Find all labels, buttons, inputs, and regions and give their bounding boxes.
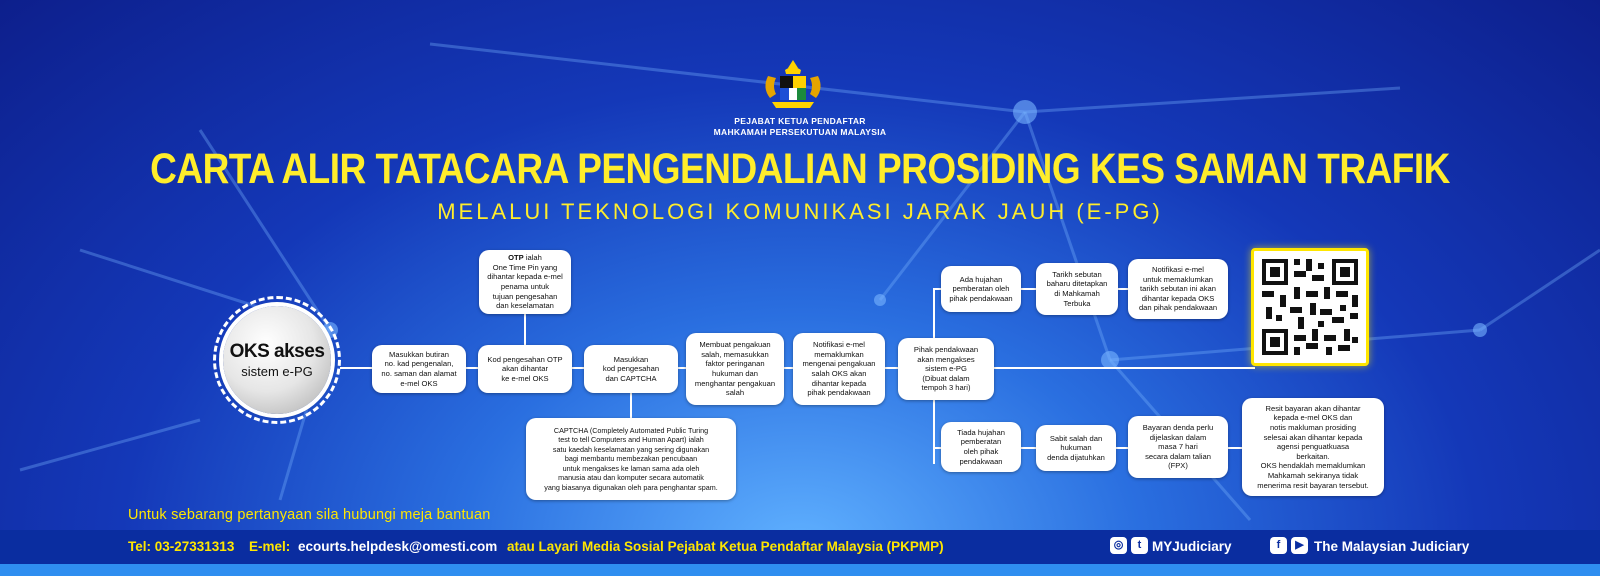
branch-with-aggravation: Ada hujahan pemberatan oleh pihak pendakwaan	[941, 266, 1021, 312]
branch-without-aggravation: Tiada hujahan pemberatan oleh pihak pendakwaan	[941, 422, 1021, 472]
step-plead-guilty: Membuat pengakuan salah, memasukkan faktor peringanan hukuman dan menghantar pengakuan salah	[686, 333, 784, 405]
facebook-icon[interactable]: f	[1270, 537, 1287, 554]
step-notify-prosecution: Notifikasi e-mel memaklumkan mengenai pengakuan salah OKS akan dihantar kepada pihak pendakwaan	[793, 333, 885, 405]
footer-email[interactable]: ecourts.helpdesk@omesti.com	[298, 539, 498, 554]
branch-upper-stub	[933, 288, 941, 290]
org-line-1: PEJABAT KETUA PENDAFTAR	[734, 116, 866, 126]
otp-definition: ialah One Time Pin yang dihantar kepada e-mel penama untuk tujuan pengesahan dan keselamatan	[487, 253, 563, 311]
branch-lower-stub	[933, 447, 941, 449]
note-captcha: CAPTCHA (Completely Automated Public Turing test to tell Computers and Human Apart) ialah satu kaedah keselamatan yang sering digunakan bagi membantu membezakan pencubaan untuk mengakses ke laman sama ada oleh manusia atau dan komputer secara automatik yang biasanya digunakan oleh para penghantar spam.	[526, 418, 736, 500]
step-enter-code-captcha: Masukkan kod pengesahan dan CAPTCHA	[584, 345, 678, 393]
note-otp	[479, 250, 571, 314]
step-otp-sent: Kod pengesahan OTP akan dihantar ke e-mel OKS	[478, 345, 572, 393]
start-subtitle: sistem e-PG	[241, 364, 313, 379]
otp-connector	[524, 312, 526, 348]
step-new-mention-date: Tarikh sebutan baharu ditetapkan di Mahkamah Terbuka	[1036, 263, 1118, 315]
otp-term: OTP	[508, 253, 524, 263]
youtube-icon[interactable]: ▶	[1291, 537, 1308, 554]
footer-bar	[0, 530, 1600, 564]
step-receipt-sent: Resit bayaran akan dihantar kepada e-mel OKS dan notis makluman prosiding selesai akan dihantar kepada agensi penguatkuasa berkaitan. OKS hendaklah memaklumkan Mahkamah sekiranya tidak menerima resit bayaran tersebut.	[1242, 398, 1384, 496]
org-line-2: MAHKAMAH PERSEKUTUAN MALAYSIA	[713, 127, 887, 137]
footer-social-text: atau Layari Media Sosial Pejabat Ketua Pendaftar Malaysia (PKPMP)	[507, 539, 944, 554]
helpline-text: Untuk sebarang pertanyaan sila hubungi meja bantuan	[128, 507, 491, 523]
step-enter-details: Masukkan butiran no. kad pengenalan, no. saman dan alamat e-mel OKS	[372, 345, 466, 393]
qr-code-image	[1254, 251, 1366, 363]
step-pay-fine: Bayaran denda perlu dijelaskan dalam masa 7 hari secara dalam talian (FPX)	[1128, 416, 1228, 478]
step-prosecution-access: Pihak pendakwaan akan mengakses sistem e-PG (Dibuat dalam tempoh 3 hari)	[898, 338, 994, 400]
step-convicted-fined: Sabit salah dan hukuman denda dijatuhkan	[1036, 425, 1116, 471]
social-handle-myjudiciary[interactable]: MYJudiciary	[1152, 539, 1232, 554]
captcha-connector	[630, 390, 632, 420]
start-node	[223, 306, 331, 414]
coat-of-arms-logo	[758, 58, 828, 112]
page-subtitle: MELALUI TEKNOLOGI KOMUNIKASI JARAK JAUH (E-PG)	[437, 199, 1163, 224]
bottom-strip	[0, 564, 1600, 576]
instagram-icon[interactable]: ◎	[1110, 537, 1127, 554]
footer-email-label: E-mel:	[249, 539, 291, 554]
step-notify-mention-date: Notifikasi e-mel untuk memaklumkan tarikh sebutan ini akan dihantar kepada OKS dan pihak pendakwaan	[1128, 259, 1228, 319]
social-handle-malaysian-judiciary[interactable]: The Malaysian Judiciary	[1314, 539, 1470, 554]
qr-code[interactable]	[1251, 248, 1369, 366]
footer-tel: Tel: 03-27331313	[128, 539, 235, 554]
page-title: CARTA ALIR TATACARA PENGENDALIAN PROSIDING KES SAMAN TRAFIK	[150, 144, 1450, 192]
twitter-icon[interactable]: t	[1131, 537, 1148, 554]
start-title: OKS akses	[229, 341, 325, 362]
